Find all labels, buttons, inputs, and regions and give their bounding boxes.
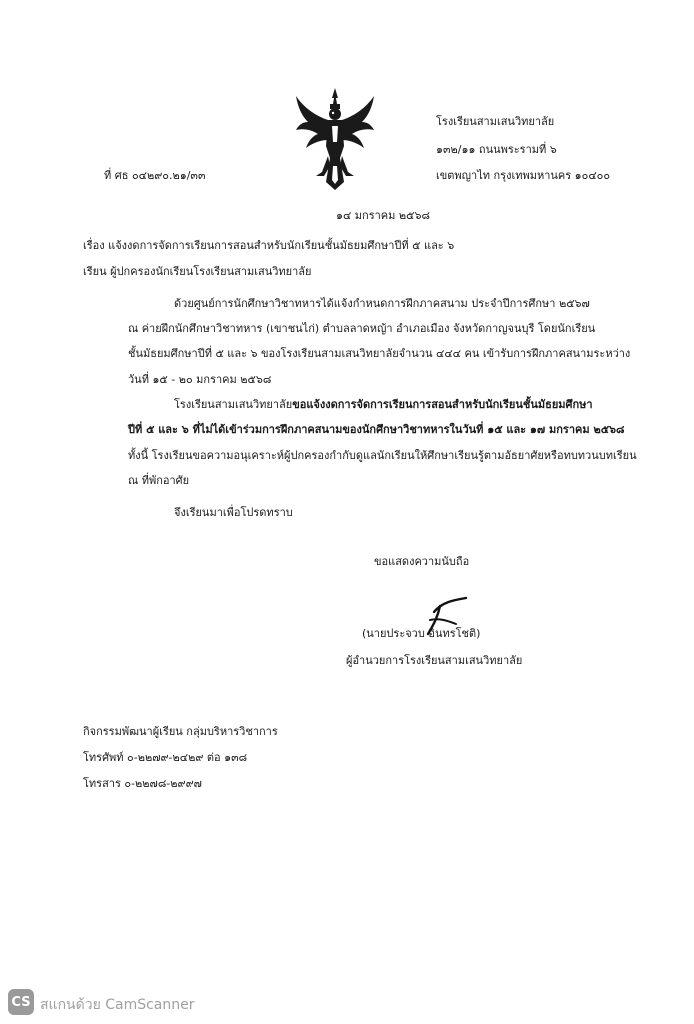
para2-line1-bold: ขอแจ้งงดการจัดการเรียนการสอนสำหรับนักเรียนชั้นมัธยมศึกษา <box>292 398 593 411</box>
closing-request: จึงเรียนมาเพื่อโปรดทราบ <box>174 506 293 519</box>
signer-title: ผู้อำนวยการโรงเรียนสามเสนวิทยาลัย <box>346 654 523 667</box>
para2-line2: ปีที่ ๕ และ ๖ ที่ไม่ได้เข้าร่วมการฝึกภาคสนามของนักศึกษาวิชาทหารในวันที่ ๑๕ และ ๑๗ มกราคม ๒๕๖๘ <box>128 423 625 436</box>
closing-salutation: ขอแสดงความนับถือ <box>374 555 470 568</box>
subject-line: เรื่อง แจ้งงดการจัดการเรียนการสอนสำหรับนักเรียนชั้นมัธยมศึกษาปีที่ ๕ และ ๖ <box>83 239 455 252</box>
school-address-line1: ๑๓๒/๑๑ ถนนพระรามที่ ๖ <box>436 143 557 156</box>
signer-name: (นายประจวบ อินทรโชติ) <box>362 627 481 640</box>
para1-line: ด้วยศูนย์การนักศึกษาวิชาทหารได้แจ้งกำหนดการฝึกภาคสนาม ประจำปีการศึกษา ๒๕๖๗ <box>174 297 590 310</box>
para2-line1 <box>174 395 593 413</box>
reference-number: ที่ ศธ ๐๔๒๙๐.๒๑/๓๓ <box>104 169 206 182</box>
school-name: โรงเรียนสามเสนวิทยาลัย <box>436 115 555 128</box>
camscanner-logo-icon: CS <box>8 989 34 1015</box>
document-date: ๑๔ มกราคม ๒๕๖๘ <box>336 209 430 222</box>
para1-line: ชั้นมัธยมศึกษาปีที่ ๕ และ ๖ ของโรงเรียนสามเสนวิทยาลัยจำนวน ๔๔๔ คน เข้ารับการฝึกภาคสนามระหว่าง <box>128 347 631 360</box>
para2-line4: ณ ที่พักอาศัย <box>128 474 190 487</box>
para1-line: วันที่ ๑๕ - ๒๐ มกราคม ๒๕๖๘ <box>128 373 272 386</box>
footer-fax: โทรสาร ๐-๒๒๗๘-๒๙๙๗ <box>83 777 202 790</box>
para1-line: ณ ค่ายฝึกนักศึกษาวิชาทหาร (เขาชนไก่) ตำบลลาดหญ้า อำเภอเมือง จังหวัดกาญจนบุรี โดยนักเรียน <box>128 322 596 335</box>
recipient-line: เรียน ผู้ปกครองนักเรียนโรงเรียนสามเสนวิทยาลัย <box>83 265 312 278</box>
garuda-emblem-icon <box>292 86 378 192</box>
school-address-line2: เขตพญาไท กรุงเทพมหานคร ๑๐๔๐๐ <box>436 169 611 182</box>
para2-line1-normal: โรงเรียนสามเสนวิทยาลัย <box>174 398 293 411</box>
footer-phone: โทรศัพท์ ๐-๒๒๗๙-๒๔๒๙ ต่อ ๑๓๘ <box>83 751 248 764</box>
camscanner-watermark: สแกนด้วย CamScanner <box>40 997 195 1013</box>
para2-line3: ทั้งนี้ โรงเรียนขอความอนุเคราะห์ผู้ปกครองกำกับดูแลนักเรียนให้ศึกษาเรียนรู้ตามอัธยาศัยหรือทบทวนบทเรียน <box>128 449 637 462</box>
footer-department: กิจกรรมพัฒนาผู้เรียน กลุ่มบริหารวิชาการ <box>83 725 278 738</box>
